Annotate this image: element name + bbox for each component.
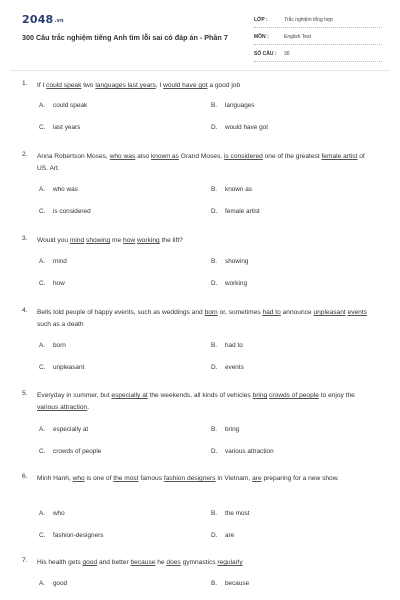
question-number: 2. (22, 151, 28, 158)
text-segment: If I (37, 82, 47, 89)
option-b[interactable] (211, 102, 255, 109)
option-letter: A. (39, 102, 46, 109)
text-segment: in Vietnam, (215, 475, 253, 482)
option-text: would have got (225, 124, 268, 131)
option-text: are (225, 532, 235, 539)
option-text: languages (225, 102, 255, 109)
option-a[interactable] (39, 426, 88, 433)
meta-row-count (254, 48, 382, 62)
underlined-segment: bring (252, 392, 268, 399)
option-a[interactable] (39, 258, 67, 265)
option-text: showing (225, 258, 249, 265)
option-letter: C. (39, 280, 46, 287)
option-letter: A. (39, 342, 46, 349)
text-segment: . (87, 404, 90, 411)
option-text: known as (225, 186, 252, 193)
text-segment: is one of (84, 475, 114, 482)
option-text: especially at (53, 426, 89, 433)
text-segment: a good job (207, 82, 241, 89)
option-d[interactable] (211, 532, 234, 539)
underlined-segment: could speak (46, 82, 82, 89)
question-number: 5. (22, 390, 28, 397)
option-d[interactable] (211, 364, 244, 371)
question-text (37, 80, 377, 92)
underlined-segment: languages last years (95, 82, 156, 89)
option-letter: B. (211, 186, 218, 193)
text-segment: famous (138, 475, 164, 482)
option-letter: D. (211, 208, 218, 215)
underlined-segment: had to (262, 309, 281, 316)
option-text: the most (225, 510, 250, 517)
meta-value: English Test (284, 34, 311, 40)
meta-label: LỚP : (254, 17, 268, 23)
option-text: bring (225, 426, 240, 433)
underlined-segment: mind (69, 237, 85, 244)
meta-box (254, 14, 382, 65)
text-segment: of US. Art. (37, 153, 365, 172)
text-segment: to enjoy the (318, 392, 355, 399)
underlined-segment: would have got (163, 82, 208, 89)
option-text: crowds of people (53, 448, 102, 455)
option-text: various attraction (225, 448, 274, 455)
question-text (37, 151, 377, 175)
option-b[interactable] (211, 426, 239, 433)
logo-domain: .vn (54, 18, 64, 24)
option-b[interactable] (211, 342, 243, 349)
text-segment: , I (155, 82, 164, 89)
question-text (37, 307, 377, 331)
question-number: 4. (22, 307, 28, 314)
option-letter: A. (39, 186, 46, 193)
meta-row-class (254, 14, 382, 28)
option-letter: B. (211, 342, 218, 349)
option-letter: C. (39, 532, 46, 539)
question-text (37, 390, 377, 414)
option-c[interactable] (39, 448, 101, 455)
question-text (37, 557, 377, 569)
text-segment: one of the greatest (262, 153, 322, 160)
option-letter: A. (39, 580, 46, 587)
text-segment: Minh Hanh, (37, 475, 73, 482)
page-title: 300 Câu trắc nghiệm tiếng Anh tìm lỗi sai có đáp án - Phần 7 (22, 33, 228, 42)
option-text: working (225, 280, 248, 287)
option-d[interactable] (211, 208, 260, 215)
text-segment: also (135, 153, 151, 160)
logo-text: 2048 (22, 13, 54, 26)
question-number: 1. (22, 80, 28, 87)
option-d[interactable] (211, 280, 247, 287)
underlined-segment: because (130, 559, 156, 566)
question-number: 3. (22, 235, 28, 242)
meta-value: Trắc nghiệm tổng hợp (284, 17, 333, 23)
option-letter: B. (211, 426, 218, 433)
option-letter: A. (39, 510, 46, 517)
option-letter: B. (211, 580, 218, 587)
underlined-segment: is considered (223, 153, 263, 160)
text-segment: the weekends, all kinds of vehicles (147, 392, 253, 399)
option-text: good (53, 580, 68, 587)
underlined-segment: working (137, 237, 160, 244)
question-text (37, 235, 377, 247)
text-segment: announce (280, 309, 314, 316)
option-c[interactable] (39, 208, 91, 215)
underlined-segment: known as (151, 153, 179, 160)
option-a[interactable] (39, 580, 67, 587)
text-segment: gymnastics (180, 559, 218, 566)
option-text: because (225, 580, 250, 587)
text-segment: Grand Moses, (178, 153, 224, 160)
option-text: fashion-designers (53, 532, 104, 539)
underlined-segment: unpleasant (313, 309, 346, 316)
option-a[interactable] (39, 342, 66, 349)
meta-label: SỐ CÂU : (254, 51, 277, 57)
text-segment: he (155, 559, 167, 566)
text-segment: preparing for a new show. (261, 475, 339, 482)
option-text: had to (225, 342, 243, 349)
underlined-segment: the most (113, 475, 139, 482)
option-letter: B. (211, 102, 218, 109)
option-b[interactable] (211, 510, 250, 517)
text-segment: Everyday in summer, but (37, 392, 112, 399)
option-c[interactable] (39, 364, 84, 371)
text-segment: His health gets (37, 559, 83, 566)
underlined-segment: who (72, 475, 85, 482)
option-text: who was (53, 186, 78, 193)
underlined-segment: fashion designers (163, 475, 216, 482)
underlined-segment: how (123, 237, 136, 244)
option-a[interactable] (39, 102, 87, 109)
underlined-segment: female artist (321, 153, 358, 160)
underlined-segment: events (347, 309, 367, 316)
option-letter: D. (211, 364, 218, 371)
option-text: how (53, 280, 65, 287)
text-segment: or, sometimes (217, 309, 263, 316)
underlined-segment: does (166, 559, 181, 566)
option-text: last years (53, 124, 81, 131)
option-letter: D. (211, 124, 218, 131)
option-letter: A. (39, 426, 46, 433)
meta-label: MÔN : (254, 34, 269, 40)
option-text: is considered (53, 208, 91, 215)
option-letter: C. (39, 124, 46, 131)
option-c[interactable] (39, 280, 65, 287)
option-text: events (225, 364, 244, 371)
meta-row-subject (254, 31, 382, 45)
option-letter: C. (39, 448, 46, 455)
page-header (0, 0, 400, 70)
option-c[interactable] (39, 532, 103, 539)
option-d[interactable] (211, 124, 268, 131)
text-segment: me (110, 237, 124, 244)
text-segment: two (81, 82, 96, 89)
underlined-segment: especially at (111, 392, 148, 399)
text-segment: Would you (37, 237, 70, 244)
option-a[interactable] (39, 186, 78, 193)
text-segment: Bells told people of happy events, such as weddings and (37, 309, 205, 316)
text-segment: Anna Robertson Moses, (37, 153, 110, 160)
site-logo[interactable] (22, 13, 64, 26)
option-text: could speak (53, 102, 88, 109)
text-segment: the lift? (159, 237, 183, 244)
underlined-segment: regularly (217, 559, 243, 566)
header-divider (10, 70, 390, 71)
underlined-segment: are (252, 475, 262, 482)
option-d[interactable] (211, 448, 274, 455)
option-letter: C. (39, 364, 46, 371)
option-letter: C. (39, 208, 46, 215)
option-letter: D. (211, 280, 218, 287)
option-text: female artist (225, 208, 260, 215)
question-number: 6. (22, 473, 28, 480)
meta-value: 30 (284, 51, 290, 57)
option-c[interactable] (39, 124, 80, 131)
text-segment: such as a death (37, 321, 84, 328)
option-text: unpleasant (53, 364, 85, 371)
option-letter: D. (211, 532, 218, 539)
underlined-segment: various attraction (37, 404, 88, 411)
underlined-segment: who was (109, 153, 136, 160)
option-letter: D. (211, 448, 218, 455)
underlined-segment: good (82, 559, 98, 566)
option-text: who (53, 510, 65, 517)
option-b[interactable] (211, 186, 252, 193)
underlined-segment: born (204, 309, 218, 316)
option-a[interactable] (39, 510, 65, 517)
underlined-segment: crowds of people (269, 392, 319, 399)
question-number: 7. (22, 557, 28, 564)
option-text: mind (53, 258, 67, 265)
option-text: born (53, 342, 66, 349)
option-letter: B. (211, 258, 218, 265)
option-b[interactable] (211, 580, 249, 587)
option-letter: B. (211, 510, 218, 517)
underlined-segment: showing (86, 237, 111, 244)
option-b[interactable] (211, 258, 248, 265)
text-segment: and better (97, 559, 131, 566)
option-letter: A. (39, 258, 46, 265)
question-text (37, 473, 377, 485)
